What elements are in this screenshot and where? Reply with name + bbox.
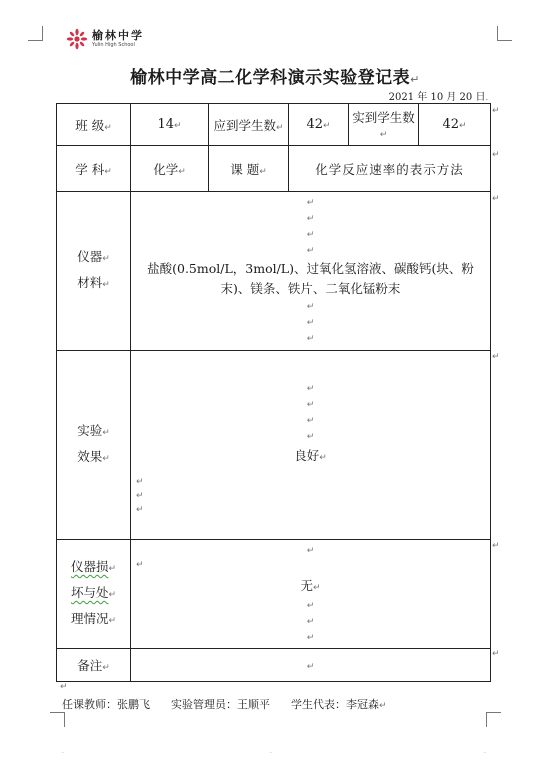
subject-value-cell	[131, 146, 209, 192]
expected-value-cell	[289, 104, 349, 146]
effect-label-line1: 实验	[77, 423, 103, 438]
paragraph-mark: ↵	[104, 166, 112, 177]
table-row-effect	[57, 351, 491, 540]
paragraph-mark: ↵	[102, 428, 110, 438]
damage-label-line2: 坏与处	[70, 585, 109, 600]
expected-label-cell	[209, 104, 289, 146]
paragraph-mark: ↵	[323, 121, 331, 131]
paragraph-mark: ↵	[306, 302, 315, 312]
materials-label-line1: 仪器	[77, 249, 103, 264]
topic-label-cell	[209, 146, 289, 192]
subject-value: 化学	[153, 161, 179, 177]
paragraph-mark: ↵	[306, 334, 315, 344]
footer-dot: .	[62, 748, 64, 755]
remarks-label: 备注	[77, 658, 103, 673]
paragraph-mark: ↵	[306, 661, 315, 672]
paragraph-mark: ↵	[108, 590, 117, 600]
paragraph-mark: ↵	[102, 254, 110, 264]
materials-content: 盐酸(0.5mol/L，3mol/L)、过氧化氢溶液、碳酸钙(块、粉末)、镁条、铁片、二氧化锰粉末	[147, 261, 474, 296]
table-row-remarks	[57, 649, 491, 682]
effect-label-cell	[57, 351, 131, 540]
paragraph-mark: ↵	[136, 559, 144, 570]
table-row-damage	[57, 540, 491, 649]
paragraph-mark: ↵	[312, 582, 321, 593]
class-label-cell	[57, 104, 131, 146]
paragraph-mark: ↵	[108, 616, 117, 626]
paragraph-mark: ↵	[60, 682, 68, 692]
class-value: 14	[157, 117, 174, 132]
class-value-cell	[131, 104, 209, 146]
paragraph-mark: ↵	[306, 432, 315, 442]
expected-label: 应到学生数	[213, 117, 276, 133]
topic-value-cell	[289, 146, 491, 192]
paragraph-mark: ↵	[379, 130, 388, 140]
paragraph-mark: ↵	[275, 122, 284, 133]
paragraph-mark: ↵	[306, 632, 315, 643]
materials-label-cell	[57, 192, 131, 351]
logo-subtitle: Yulin High School	[92, 42, 135, 48]
row-end-mark: ↵	[492, 150, 500, 160]
paragraph-mark: ↵	[306, 416, 315, 426]
paragraph-mark: ↵	[104, 122, 112, 133]
paragraph-mark: ↵	[306, 246, 315, 256]
paragraph-mark: ↵	[306, 198, 315, 208]
paragraph-mark: ↵	[136, 491, 144, 501]
paragraph-mark: ↵	[306, 230, 315, 240]
paragraph-mark: ↵	[306, 545, 315, 556]
paragraph-mark: ↵	[136, 505, 144, 515]
damage-content-cell	[131, 540, 491, 649]
footer-dot: .	[484, 748, 486, 755]
paragraph-mark: ↵	[259, 166, 267, 177]
paragraph-mark: ↵	[102, 663, 110, 673]
damage-label-cell	[57, 540, 131, 649]
topic-value: 化学反应速率的表示方法	[315, 161, 464, 177]
table-row-materials	[57, 192, 491, 351]
paragraph-mark: ↵	[306, 600, 315, 611]
title-text: 榆林中学高二化学科演示实验登记表	[130, 68, 411, 88]
table-row-subject	[57, 146, 491, 192]
crop-mark-bottom-left	[50, 712, 65, 727]
expected-value: 42	[306, 117, 323, 132]
crop-mark-top-right	[497, 26, 512, 41]
actual-value-cell	[419, 104, 491, 146]
crop-mark-bottom-right	[486, 712, 501, 727]
topic-label: 课 题	[230, 161, 260, 177]
class-label: 班 级	[75, 117, 105, 133]
actual-label-cell	[349, 104, 419, 146]
paragraph-mark: ↵	[136, 477, 144, 487]
effect-content: 良好	[294, 448, 320, 463]
paragraph-mark: ↵	[174, 121, 182, 131]
row-end-mark: ↵	[492, 106, 500, 116]
effect-label-line2: 效果	[77, 449, 103, 464]
logo-name: 榆林中学	[92, 29, 144, 42]
manager-signature: 实验管理员：王顺平	[170, 698, 270, 711]
row-end-mark: ↵	[492, 541, 500, 551]
signature-footer	[62, 696, 387, 712]
paragraph-mark: ↵	[306, 616, 315, 627]
subject-label: 学 科	[75, 161, 105, 177]
student-signature: 学生代表：李冠森	[290, 698, 379, 711]
paragraph-mark: ↵	[459, 121, 467, 131]
actual-label: 实到学生数	[352, 110, 415, 125]
paragraph-mark: ↵	[306, 214, 315, 224]
date-line: 2021 年 10 月 20 日.	[388, 92, 488, 103]
footer-dot: .	[270, 748, 272, 755]
row-end-mark: ↵	[492, 194, 500, 204]
page-title	[0, 63, 550, 88]
damage-content: 无	[300, 577, 313, 593]
school-logo	[66, 28, 144, 50]
damage-label-line1: 仪器损	[70, 559, 109, 574]
date-text: 2021 年 10 月 20 日	[388, 92, 486, 103]
paragraph-mark: ↵	[102, 280, 110, 290]
row-end-mark: ↵	[492, 352, 500, 362]
crop-mark-top-left	[28, 26, 43, 41]
paragraph-mark: ↵	[178, 166, 186, 177]
materials-content-cell	[131, 192, 491, 351]
teacher-signature: 任课教师：张鹏飞	[62, 698, 150, 711]
remarks-content-cell	[131, 649, 491, 682]
effect-content-cell	[131, 351, 491, 540]
paragraph-mark: ↵	[319, 453, 327, 463]
paragraph-mark: ↵	[306, 384, 315, 394]
paragraph-mark: ↵	[306, 400, 315, 410]
row-end-mark: ↵	[492, 649, 500, 659]
paragraph-mark: ↵	[108, 564, 117, 574]
remarks-label-cell	[57, 649, 131, 682]
registration-table	[56, 103, 491, 682]
paragraph-mark: ↵	[410, 73, 420, 86]
damage-label-line3: 理情况	[70, 611, 109, 626]
school-emblem-icon	[66, 28, 88, 50]
paragraph-mark: ↵	[306, 318, 315, 328]
table-row-class	[57, 104, 491, 146]
subject-label-cell	[57, 146, 131, 192]
actual-value: 42	[442, 117, 459, 132]
paragraph-mark: ↵	[378, 701, 387, 711]
paragraph-mark: ↵	[102, 454, 110, 464]
materials-label-line2: 材料	[77, 275, 103, 290]
